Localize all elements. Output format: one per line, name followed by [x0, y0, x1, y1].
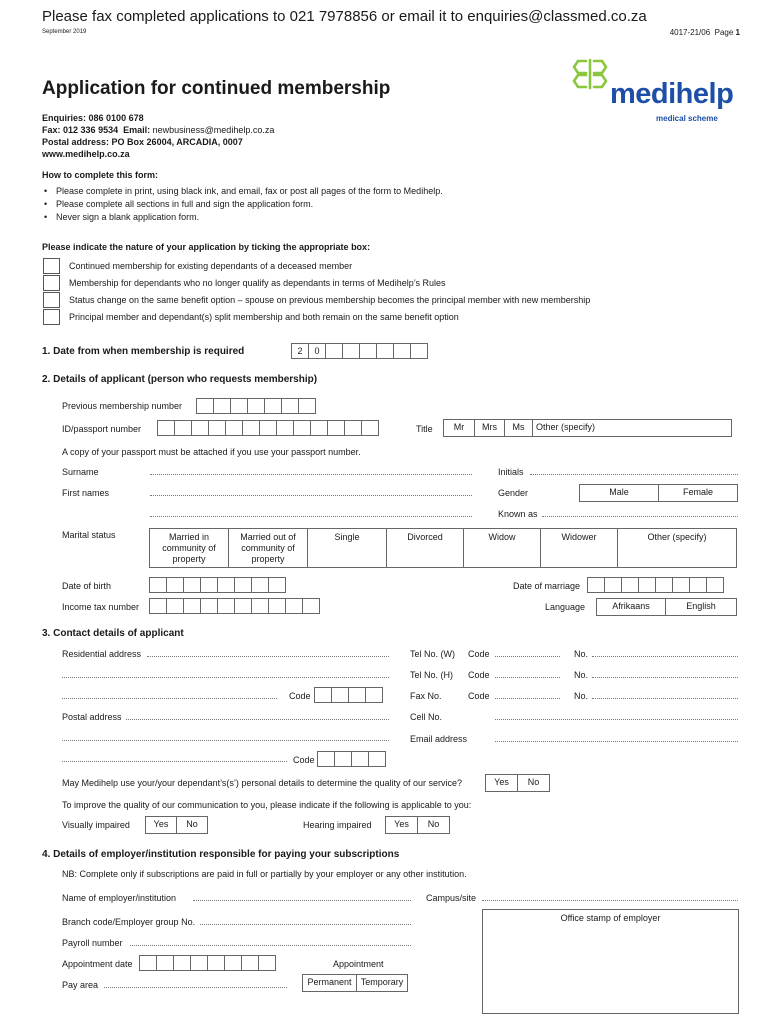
- logo-wordmark: medihelp: [610, 78, 734, 110]
- campus-label: Campus/site: [426, 893, 477, 903]
- payroll-label: Payroll number: [62, 938, 123, 948]
- nature-checkbox[interactable]: [43, 275, 60, 291]
- website: www.medihelp.co.za: [42, 149, 130, 159]
- prev-membership-label: Previous membership number: [62, 401, 183, 411]
- nature-option-label: Status change on the same benefit option – spouse on previous membership becomes the principal member with new membership: [69, 295, 591, 305]
- dob-input[interactable]: [150, 577, 286, 593]
- appointment-date-label: Appointment date: [62, 959, 133, 969]
- fax-code-input[interactable]: [495, 698, 560, 699]
- postal-input[interactable]: [126, 719, 389, 720]
- code-label: Code: [468, 691, 490, 701]
- postal-input-3[interactable]: [62, 761, 287, 762]
- list-item: • Please complete in print, using black ink, and email, fax or post all pages of the form to Medihelp.: [42, 185, 443, 198]
- dom-label: Date of marriage: [513, 581, 581, 591]
- residential-label: Residential address: [62, 649, 142, 659]
- appointment-label: Appointment: [333, 959, 384, 969]
- no-label: No.: [574, 649, 589, 659]
- gender-label: Gender: [498, 488, 529, 498]
- nature-option-label: Membership for dependants who no longer qualify as dependants in terms of Medihelp’s Rules: [69, 278, 446, 288]
- postal-line: Postal address: PO Box 26004, ARCADIA, 0007: [42, 137, 243, 147]
- nature-checkbox[interactable]: [43, 292, 60, 308]
- postal-code-input[interactable]: [318, 751, 386, 767]
- section4-heading: 4. Details of employer/institution responsible for paying your subscriptions: [42, 849, 400, 860]
- page-title: Application for continued membership: [42, 78, 391, 99]
- cell-label: Cell No.: [410, 712, 443, 722]
- nature-option-label: Continued membership for existing dependants of a deceased member: [69, 261, 353, 271]
- no-label: No.: [574, 691, 589, 701]
- tel-h-label: Tel No. (H): [410, 670, 454, 680]
- nature-checkbox[interactable]: [43, 258, 60, 274]
- code-label: Code: [293, 755, 315, 765]
- prev-membership-input[interactable]: [197, 398, 316, 414]
- howto-list: [42, 185, 443, 224]
- section1-heading: 1. Date from when membership is required: [42, 346, 245, 357]
- consent-question: May Medihelp use your/your dependant’s(s’) personal details to determine the quality of our service?: [62, 778, 463, 788]
- branch-label: Branch code/Employer group No.: [62, 917, 196, 927]
- fax-label: Fax No.: [410, 691, 442, 701]
- nature-heading: Please indicate the nature of your application by ticking the appropriate box:: [42, 242, 371, 252]
- postal-label: Postal address: [62, 712, 122, 722]
- marital-status-label: Marital status: [62, 530, 116, 540]
- first-names-input-2[interactable]: [150, 516, 472, 517]
- email-input[interactable]: [495, 741, 738, 742]
- fax-email-line: Fax: 012 336 9534 Email: newbusiness@medihelp.co.za: [42, 125, 275, 135]
- language-options[interactable]: Afrikaans English: [597, 598, 737, 616]
- form-date: September 2019: [42, 29, 87, 35]
- residential-input-3[interactable]: [62, 698, 277, 699]
- consent-options[interactable]: Yes No: [486, 774, 550, 792]
- pay-area-label: Pay area: [62, 980, 99, 990]
- id-passport-label: ID/passport number: [62, 424, 142, 434]
- logo-tagline: medical scheme: [656, 114, 718, 123]
- dom-input[interactable]: [588, 577, 724, 593]
- page-indicator: [670, 28, 740, 37]
- pay-area-input[interactable]: [104, 987, 287, 988]
- hearing-options[interactable]: Yes No: [386, 816, 450, 834]
- visual-impaired-label: Visually impaired: [62, 820, 130, 830]
- id-passport-input[interactable]: [158, 420, 379, 436]
- office-stamp-box[interactable]: [482, 909, 739, 1014]
- employer-input[interactable]: [193, 900, 411, 901]
- communication-note: To improve the quality of our communication to you, please indicate if the following is applicable to you:: [62, 800, 472, 810]
- surname-label: Surname: [62, 467, 99, 477]
- visual-options[interactable]: Yes No: [146, 816, 208, 834]
- code-label: Code: [468, 649, 490, 659]
- marital-options[interactable]: Married in community of property Married out of community of property Single Divorced Widow Widower Other (specify): [150, 528, 737, 568]
- first-names-label: First names: [62, 488, 110, 498]
- residential-code-input[interactable]: [315, 687, 383, 703]
- branch-input[interactable]: [200, 924, 411, 925]
- dob-label: Date of birth: [62, 581, 112, 591]
- cell-input[interactable]: [495, 719, 738, 720]
- howto-heading: How to complete this form:: [42, 170, 159, 180]
- list-item: • Please complete all sections in full and sign the application form.: [42, 198, 443, 211]
- membership-date-cells[interactable]: 2 0: [292, 343, 428, 359]
- campus-input[interactable]: [482, 900, 738, 901]
- title-options[interactable]: Mr Mrs Ms Other (specify): [444, 419, 732, 437]
- nature-checkbox[interactable]: [43, 309, 60, 325]
- hearing-impaired-label: Hearing impaired: [303, 820, 372, 830]
- known-as-label: Known as: [498, 509, 538, 519]
- title-label: Title: [416, 424, 433, 434]
- fax-instruction-banner: Please fax completed applications to 021 7978856 or email it to enquiries@classmed.co.za: [42, 8, 647, 25]
- tax-label: Income tax number: [62, 602, 140, 612]
- passport-note: A copy of your passport must be attached if you use your passport number.: [62, 447, 361, 457]
- employer-label: Name of employer/institution: [62, 893, 177, 903]
- no-label: No.: [574, 670, 589, 680]
- tel-h-code-input[interactable]: [495, 677, 560, 678]
- section4-note: NB: Complete only if subscriptions are paid in full or partially by your employer or any other institution.: [62, 869, 467, 879]
- residential-input-2[interactable]: [62, 677, 389, 678]
- first-names-input[interactable]: [150, 495, 472, 496]
- section3-heading: 3. Contact details of applicant: [42, 628, 184, 639]
- form-code: 4017-21/06: [669, 28, 711, 37]
- appointment-date-input[interactable]: [140, 955, 276, 971]
- tel-w-code-input[interactable]: [495, 656, 560, 657]
- list-item: • Never sign a blank application form.: [42, 211, 443, 224]
- office-stamp-label: Office stamp of employer: [560, 913, 661, 923]
- code-label: Code: [468, 670, 490, 680]
- known-as-input[interactable]: [542, 516, 738, 517]
- postal-input-2[interactable]: [62, 740, 389, 741]
- page-label: Page: [714, 28, 734, 37]
- fax-number-input[interactable]: [592, 698, 738, 699]
- tel-w-label: Tel No. (W): [410, 649, 455, 659]
- tax-input[interactable]: [150, 598, 320, 614]
- surname-input[interactable]: [150, 474, 472, 475]
- tel-h-number-input[interactable]: [592, 677, 738, 678]
- code-label: Code: [289, 691, 311, 701]
- language-label: Language: [545, 602, 586, 612]
- payroll-input[interactable]: [130, 945, 411, 946]
- page-number: 1: [735, 28, 740, 37]
- email-label: Email address: [410, 734, 468, 744]
- nature-option-label: Principal member and dependant(s) split membership and both remain on the same benefit option: [69, 312, 459, 322]
- gender-options[interactable]: Male Female: [580, 484, 738, 502]
- initials-label: Initials: [498, 467, 524, 477]
- enquiries-line: Enquiries: 086 0100 678: [42, 113, 144, 123]
- medihelp-logo-icon: [572, 57, 608, 91]
- tel-w-number-input[interactable]: [592, 656, 738, 657]
- section2-heading: 2. Details of applicant (person who requests membership): [42, 374, 318, 385]
- residential-input[interactable]: [147, 656, 389, 657]
- initials-input[interactable]: [530, 474, 738, 475]
- appointment-options[interactable]: Permanent Temporary: [303, 974, 408, 992]
